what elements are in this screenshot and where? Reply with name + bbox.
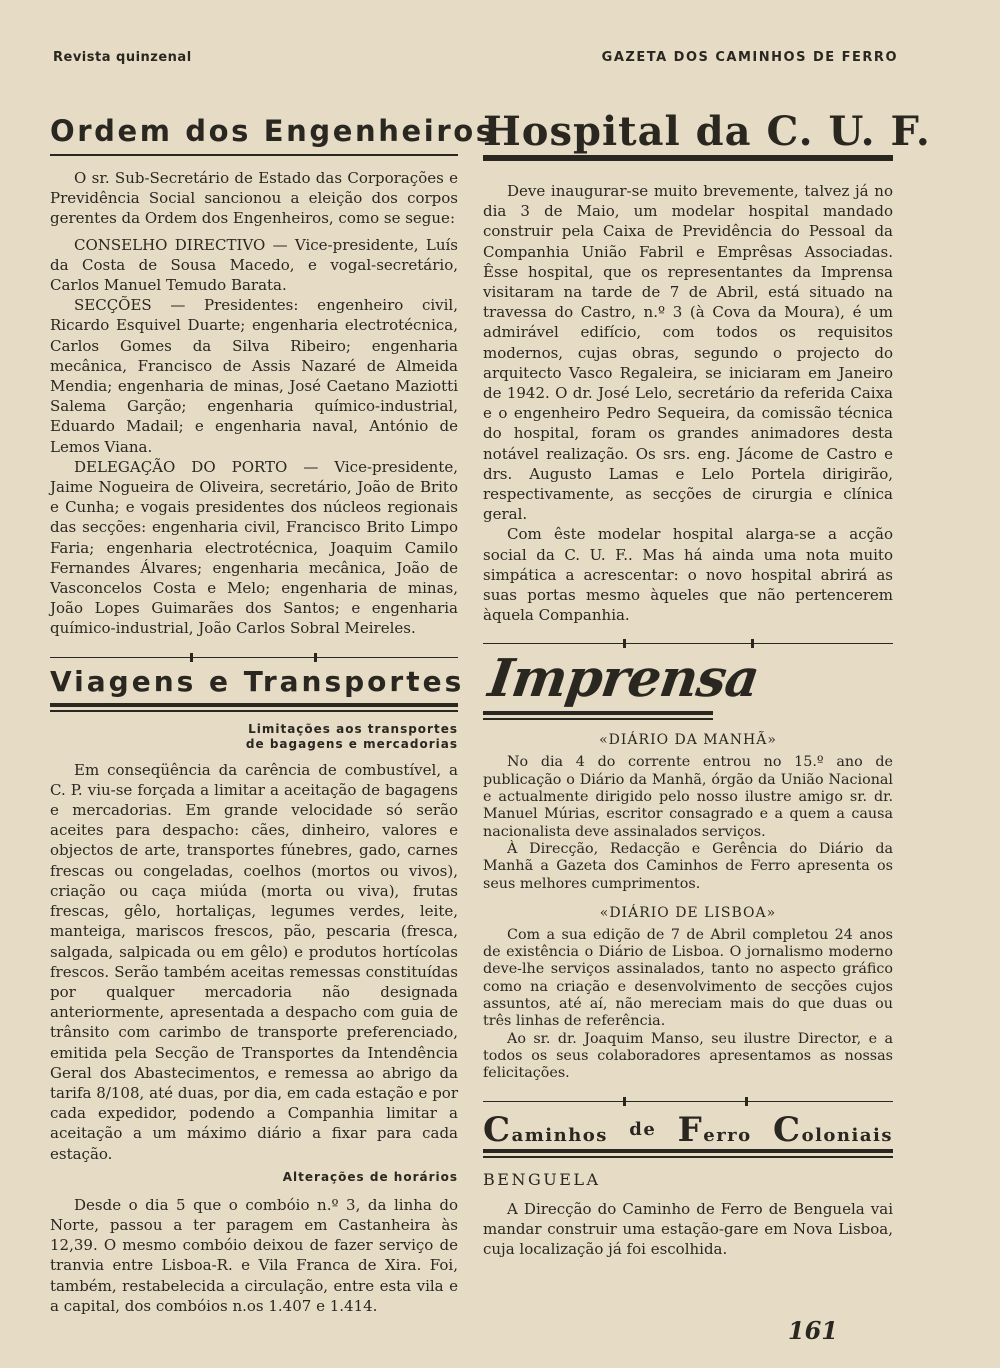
ordem-title: Ordem dos Engenheiros — [50, 114, 496, 148]
ordem-paragraph: DELEGAÇÃO DO PORTO — Vice-presidente, Jaime Nogueira de Oliveira, secretário, João de Brito e Cunha; e vogais presidentes dos núcleos regionais das secções: engenharia civil, Francisco Brito Limpo Faria; engenharia electrotécnica, Joaquim Camilo Fernandes Álvares; engenharia mecânica, João de Vasconcelos Costa e Melo; engenharia de minas, João Lopes Guimarães dos Santos; e engenharia químico-industrial, João Carlos Sobral Meireles. — [50, 457, 458, 638]
hospital-paragraph: Com êste modelar hospital alarga-se a acção social da C. U. F.. Mas há ainda uma nota muito simpática a acrescentar: o novo hospital abrirá as suas portas mesmo àqueles que não pertencerem àquela Companhia. — [483, 525, 893, 625]
section-separator — [483, 1089, 893, 1102]
ordem-paragraph: CONSELHO DIRECTIVO — Vice-presidente, Luís da Costa de Sousa Macedo, e vogal-secretário, Carlos Manuel Temudo Barata. — [50, 235, 458, 295]
right-column — [483, 108, 931, 1259]
viagens-paragraph: Desde o dia 5 que o combóio n.º 3, da linha do Norte, passou a ter paragem em Castanheira às 12,39. O mesmo combóio deixou de fazer serviço de tranvia entre Lisboa-R. e Vila Franca de Xira. Foi, também, restabelecida a circulação, entre esta vila e a capital, dos combóios n.os 1.407 e 1.414. — [50, 1195, 458, 1315]
viagens-paragraph: Em conseqüência da carência de combustível, a C. P. viu-se forçada a limitar a aceitação de bagagens e mercadorias. Em grande velocidade só serão aceites para despacho: cães, dinheiro, valores e objectos de arte, transportes fúnebres, gado, carnes frescas ou congeladas, coelhos (mortos ou vivos), criação ou caça miúda (morta ou viva), frutas frescas, gêlo, hortaliças, legumes verdes, leite, manteiga, mariscos frescos, pão, pescaria (fresca, salgada, salpicada ou em gêlo) e produtos hortícolas frescos. Serão também aceitas remessas constituídas por qualquer mercadoria não designada anteriormente, apresentada a despacho com guia de trânsito com carimbo de transporte preferenciado, emitida pela Secção de Transportes da Intendência Geral dos Abastecimentos, e remessa ao abrigo da tarifa 8/108, até duas, por dia, em cada estação e por cada expedidor, podendo a Companhia limitar a aceitação a um máximo diário a fixar para cada estação. — [50, 760, 458, 1163]
hospital-paragraph: Deve inaugurar-se muito brevemente, talvez já no dia 3 de Maio, um modelar hospital mandado construir pela Caixa de Previdência do Pessoal da Companhia União Fabril e Emprêsas Associadas. Êsse hospital, que os representantes da Imprensa visitaram na tarde de 7 de Abril, está situado na travessa do Castro, n.º 3 (à Cova da Moura), é um admirável edifício, com todos os requisitos modernos, cujas obras, segundo o projecto do arquitecto Vasco Regaleira, se iniciaram em Janeiro de 1942. O dr. José Lelo, secretário da referida Caixa e o engenheiro Pedro Sequeira, da comissão técnica do hospital, foram os grandes animadores desta notável realização. Os srs. eng. Jácome de Castro e drs. Augusto Lamas e Lelo Portela dirigirão, respectivamente, as secções de cirurgia e clínica geral. — [483, 182, 893, 524]
page-number: 161 — [787, 1316, 838, 1345]
imprensa-subheading: «DIÁRIO DA MANHÃ» — [599, 732, 777, 749]
ordem-paragraph: SECÇÕES — Presidentes: engenheiro civil, Ricardo Esquivel Duarte; engenharia electrotécnica, Carlos Gomes da Silva Ribeiro; engenharia mecânica, Francisco de Assis Nazaré de Almeida Mendia; engenharia de minas, José Caetano Maziotti Salema Garção; engenharia químico-industrial, Eduardo Madail; e engenharia naval, António de Lemos Viana. — [50, 296, 458, 456]
running-header-left: Revista quinzenal — [53, 50, 192, 65]
running-header-right: GAZETA DOS CAMINHOS DE FERRO — [601, 50, 898, 65]
viagens-subhead-horarios: Alterações de horários — [282, 1169, 458, 1184]
coloniais-title-word: de — [629, 1118, 657, 1140]
coloniais-paragraph: A Direcção do Caminho de Ferro de Benguela vai mandar construir uma estação-gare em Nova Lisboa, cuja localização já foi escolhida. — [483, 1199, 893, 1258]
coloniais-title — [483, 1108, 893, 1150]
left-column — [50, 112, 496, 1316]
viagens-subhead — [50, 722, 458, 752]
coloniais-title-word: Caminhos — [483, 1109, 608, 1150]
imprensa-paragraph: Ao sr. dr. Joaquim Manso, seu ilustre Director, e a todos os seus colaboradores apresentamos as nossas felicitações. — [483, 1030, 893, 1082]
imprensa-title: Imprensa — [484, 648, 763, 710]
title-rule — [50, 703, 458, 712]
ordem-paragraph: O sr. Sub-Secretário de Estado das Corporações e Previdência Social sancionou a eleição dos corpos gerentes da Ordem dos Engenheiros, como se segue: — [50, 169, 458, 228]
section-separator — [483, 631, 893, 644]
viagens-title: Viagens e Transportes — [50, 664, 465, 698]
coloniais-title-word: Ferro — [677, 1109, 752, 1150]
section-separator — [50, 645, 458, 658]
imprensa-paragraph: No dia 4 do corrente entrou no 15.º ano de publicação o Diário da Manhã, órgão da União Nacional e actualmente dirigido pelo nosso ilustre amigo sr. dr. Manuel Múrias, escritor consagrado e a quem a causa nacionalista deve assinalados serviços. — [483, 754, 893, 840]
coloniais-title-word: Coloniais — [773, 1109, 893, 1150]
imprensa-paragraph: Com a sua edição de 7 de Abril completou 24 anos de existência o Diário de Lisboa. O jornalismo moderno deve-lhe serviços assinalados, tanto no aspecto gráfico como na criação e desenvolvimento de secções cujos assuntos, até aí, não mereciam mais do que duas ou três linhas de referência. — [483, 926, 893, 1030]
hospital-title: Hospital da C. U. F. — [483, 108, 931, 155]
viagens-subhead-line: de bagagens e mercadorias — [245, 736, 458, 751]
imprensa-paragraph: À Direcção, Redacção e Gerência do Diário da Manhã a Gazeta dos Caminhos de Ferro apresenta os seus melhores cumprimentos. — [483, 840, 893, 892]
imprensa-subheading: «DIÁRIO DE LISBOA» — [599, 904, 777, 921]
title-rule — [483, 711, 713, 720]
viagens-subhead-line: Limitações aos transportes — [248, 721, 458, 736]
benguela-heading: BENGUELA — [483, 1169, 601, 1189]
